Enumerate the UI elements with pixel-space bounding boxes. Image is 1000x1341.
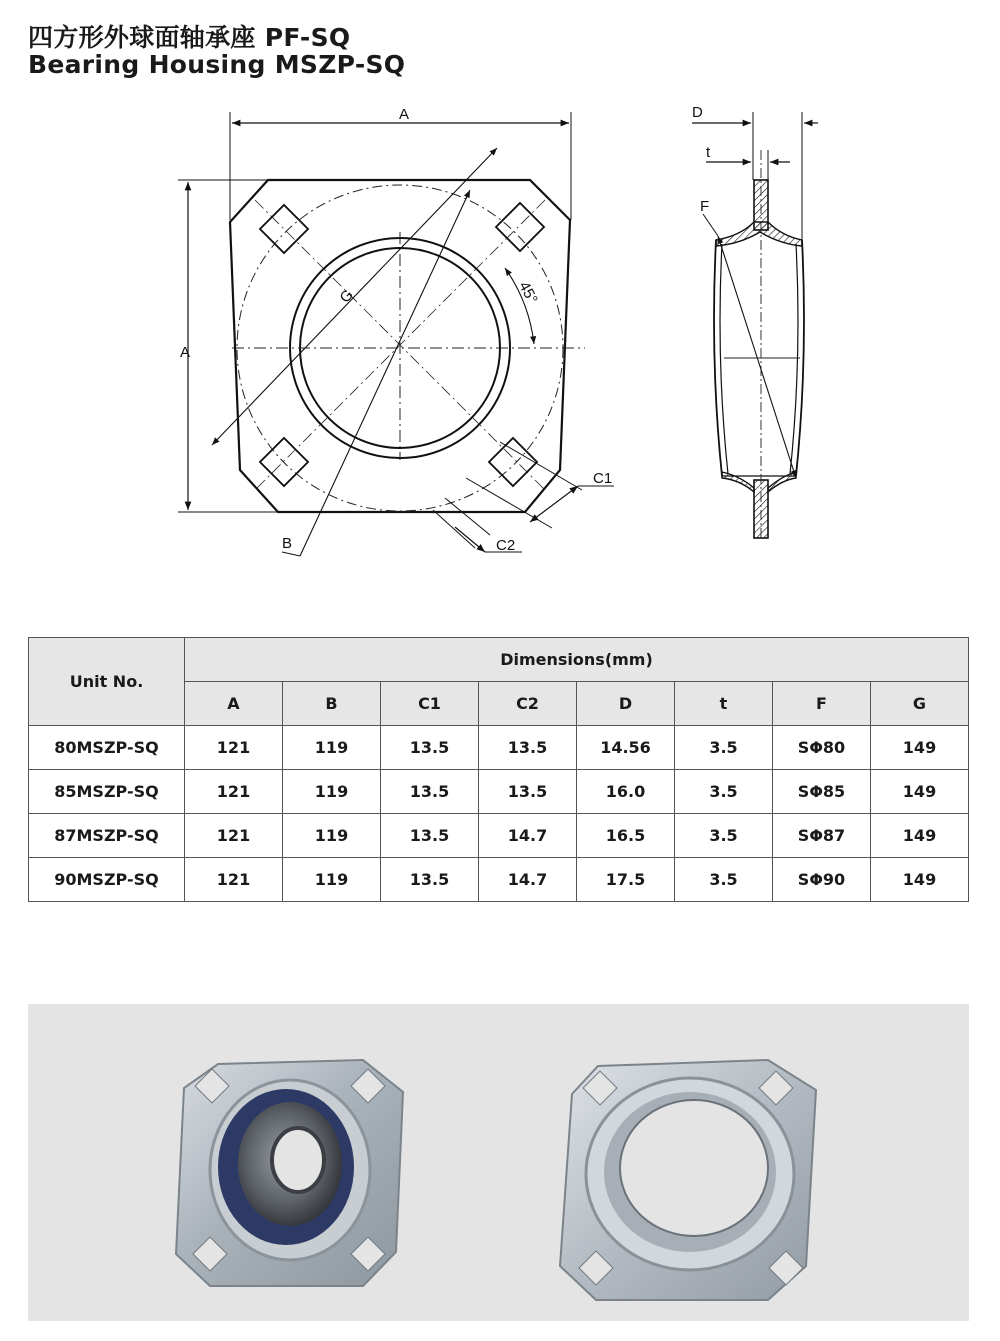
value-cell: 16.5 [577,814,675,858]
dim-label-a-left: A [180,344,191,361]
dim-label-t: t [706,144,711,161]
value-cell: 121 [185,770,283,814]
column-header: G [871,682,969,726]
column-header: F [773,682,871,726]
value-cell: 14.7 [479,858,577,902]
dimensions-header: Dimensions(mm) [185,638,969,682]
value-cell: 13.5 [381,770,479,814]
value-cell: SΦ90 [773,858,871,902]
value-cell: 119 [283,814,381,858]
dim-label-c2: C2 [496,537,516,554]
value-cell: 121 [185,814,283,858]
column-header: C1 [381,682,479,726]
value-cell: 3.5 [675,858,773,902]
dim-label-b: B [282,535,293,552]
value-cell: 149 [871,726,969,770]
value-cell: 149 [871,814,969,858]
angle-label: 45° [515,278,541,307]
table-row [29,770,969,814]
bolt-hole-bottom-right [489,438,537,486]
value-cell: 119 [283,858,381,902]
value-cell: SΦ80 [773,726,871,770]
title-chinese: 四方形外球面轴承座 PF-SQ [28,23,351,52]
column-header: D [577,682,675,726]
unit-cell: 87MSZP-SQ [29,814,185,858]
unit-cell: 80MSZP-SQ [29,726,185,770]
value-cell: 14.7 [479,814,577,858]
bolt-hole-top-right [496,203,544,251]
value-cell: 121 [185,858,283,902]
table-row [29,858,969,902]
bearing-housing-empty-photo [498,1004,968,1321]
value-cell: 14.56 [577,726,675,770]
unit-cell: 90MSZP-SQ [29,858,185,902]
value-cell: SΦ87 [773,814,871,858]
column-header: A [185,682,283,726]
value-cell: 16.0 [577,770,675,814]
unit-cell: 85MSZP-SQ [29,770,185,814]
value-cell: SΦ85 [773,770,871,814]
column-header: C2 [479,682,577,726]
value-cell: 17.5 [577,858,675,902]
dim-label-c1: C1 [593,470,613,487]
column-header: B [283,682,381,726]
value-cell: 119 [283,726,381,770]
value-cell: 149 [871,770,969,814]
value-cell: 13.5 [479,726,577,770]
value-cell: 13.5 [381,858,479,902]
product-photo-panel [28,1004,969,1321]
value-cell: 13.5 [381,726,479,770]
dim-label-a-top: A [399,106,410,123]
table-row [29,814,969,858]
value-cell: 149 [871,858,969,902]
column-header: t [675,682,773,726]
title-english: Bearing Housing MSZP-SQ [28,50,406,79]
dim-label-g: G [336,286,357,307]
dim-label-f: F [700,198,710,215]
value-cell: 3.5 [675,814,773,858]
dim-label-d: D [692,104,703,121]
dimensions-table [28,637,969,902]
unit-no-header: Unit No. [29,638,185,726]
table-row [29,726,969,770]
value-cell: 119 [283,770,381,814]
side-section-drawing [680,95,840,545]
value-cell: 13.5 [479,770,577,814]
value-cell: 13.5 [381,814,479,858]
value-cell: 3.5 [675,726,773,770]
value-cell: 3.5 [675,770,773,814]
bearing-housing-with-insert-photo [28,1004,498,1321]
value-cell: 121 [185,726,283,770]
